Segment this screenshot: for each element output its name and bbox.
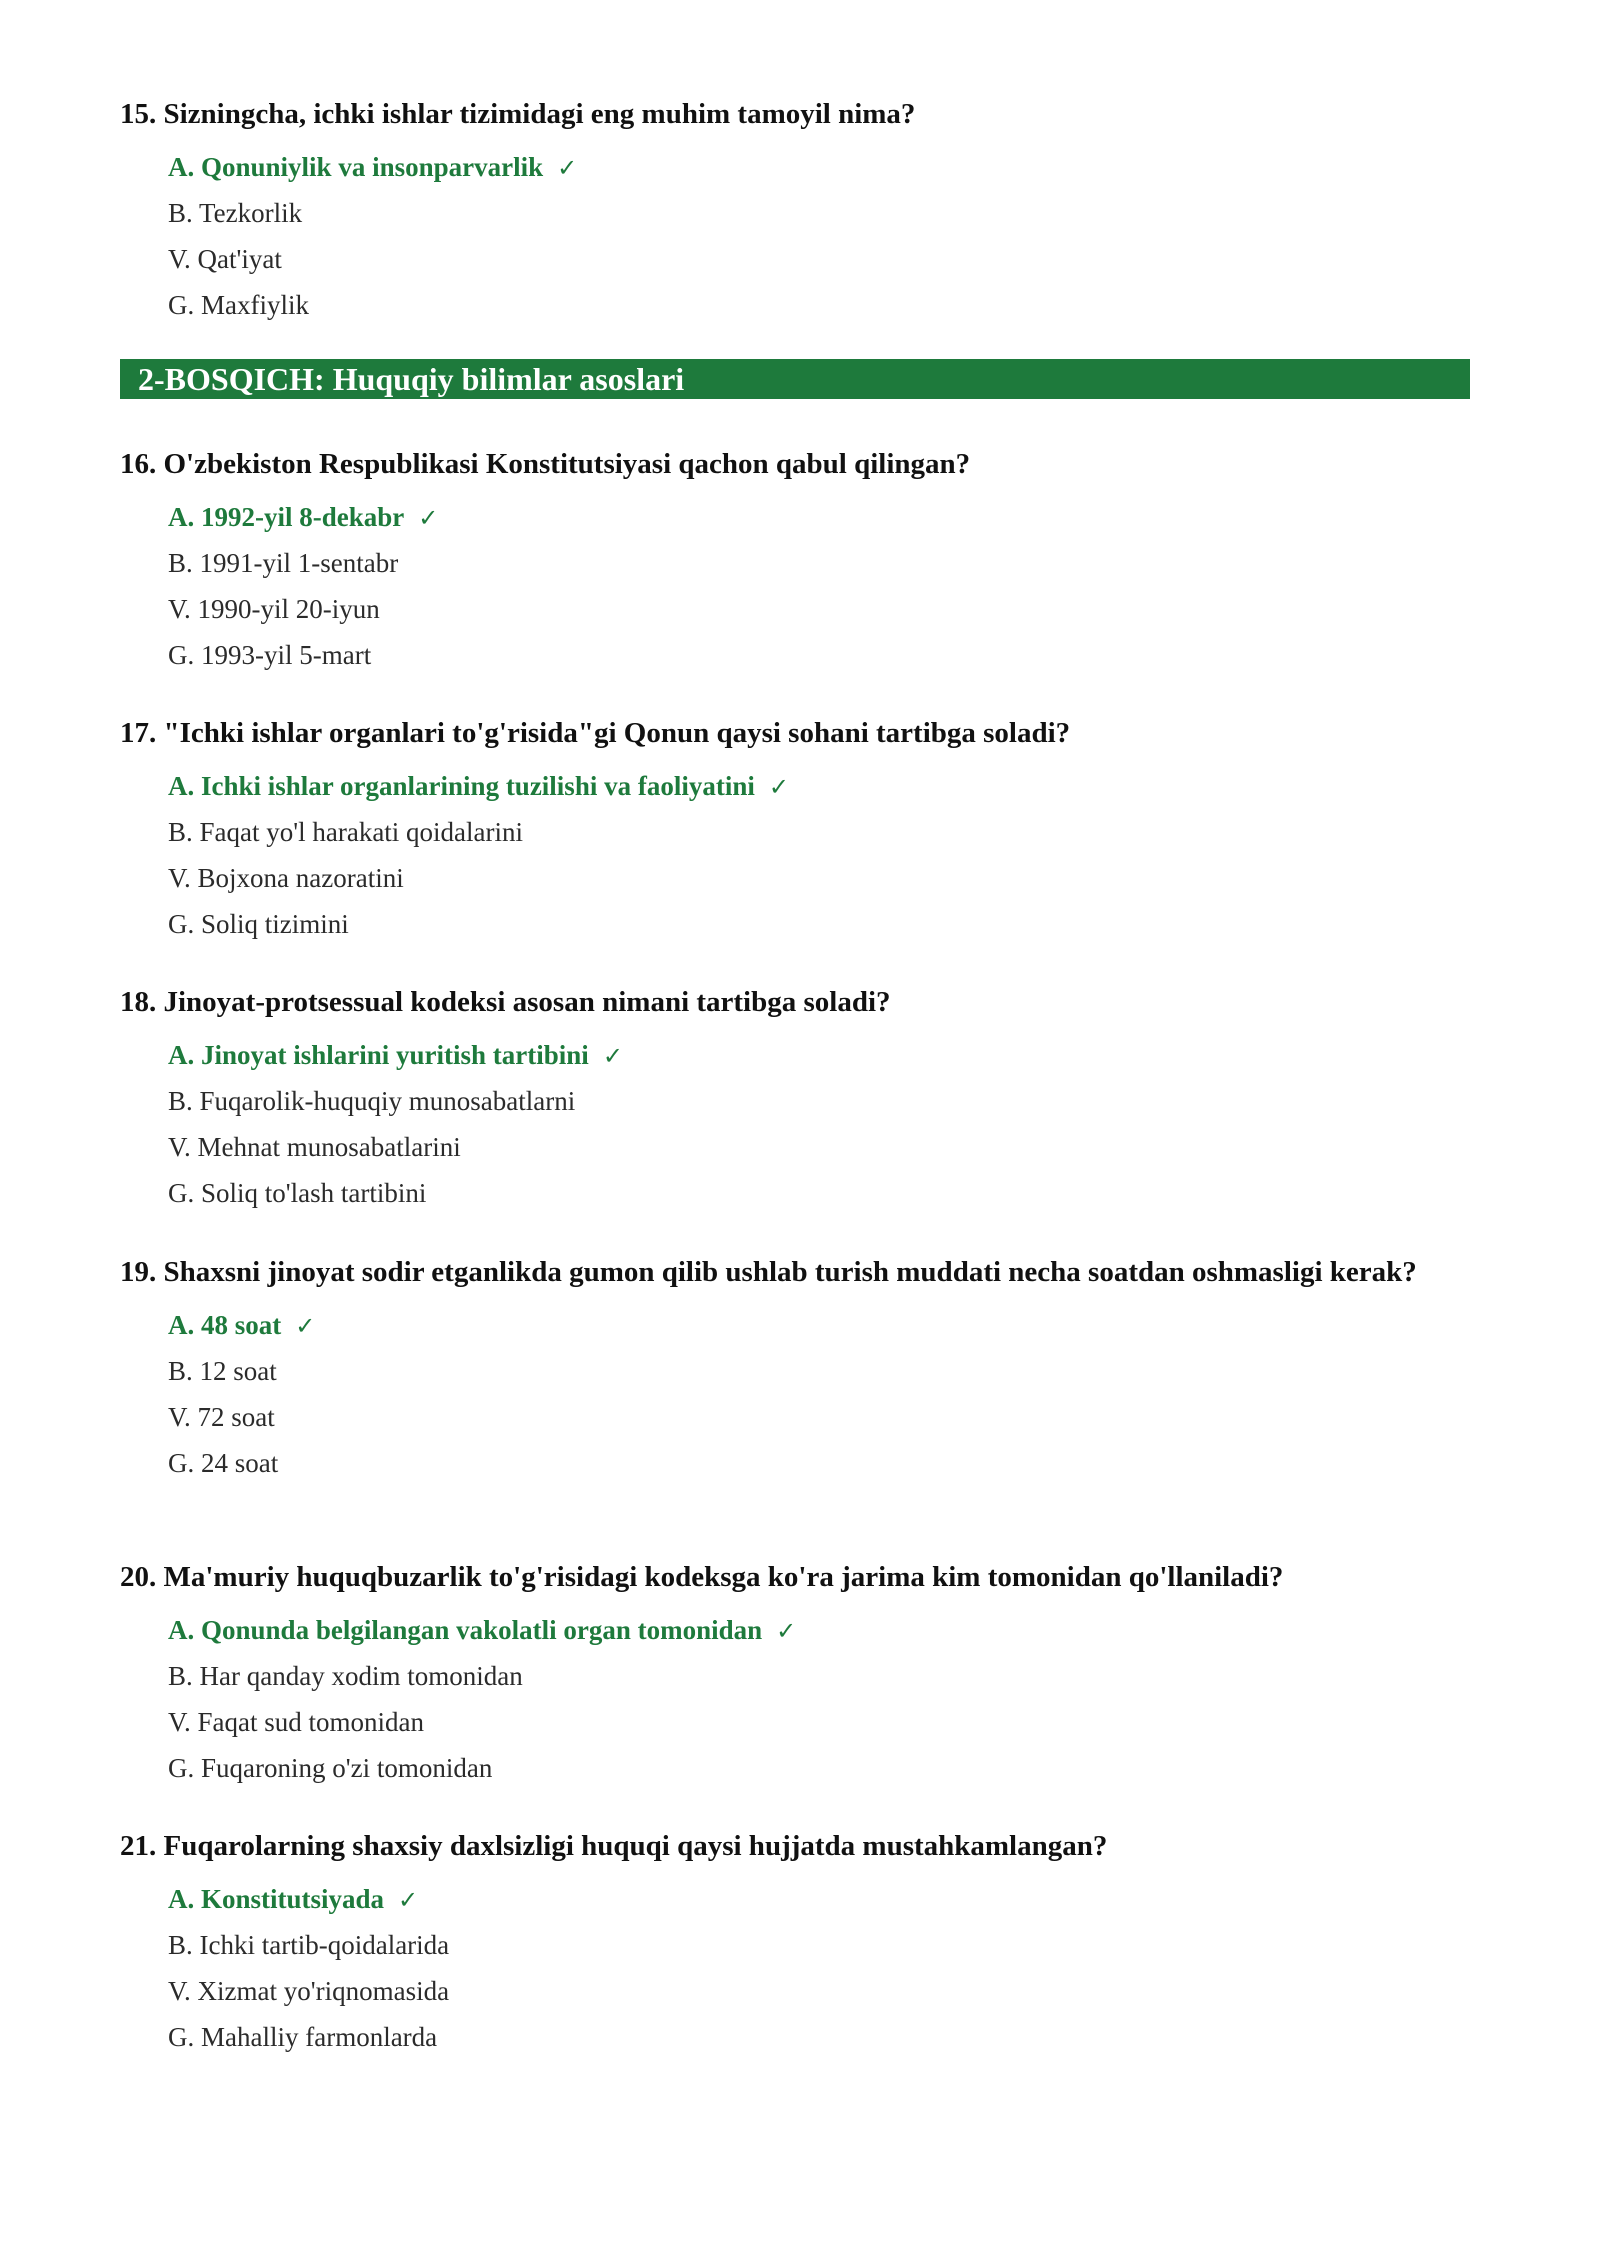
question-title: 18. Jinoyat-protsessual kodeksi asosan nimani tartibga soladi? xyxy=(120,986,891,1018)
options-list xyxy=(120,144,1470,328)
section-heading: 2-BOSQICH: Huquqiy bilimlar asoslari xyxy=(120,359,1470,399)
option-a xyxy=(168,1607,1470,1653)
question-15 xyxy=(120,96,1470,328)
options-list xyxy=(120,1607,1470,1791)
question-title: 16. O'zbekiston Respublikasi Konstitutsiyasi qachon qabul qilingan? xyxy=(120,448,971,480)
check-icon: ✓ xyxy=(295,1312,316,1340)
question-title: 17. "Ichki ishlar organlari to'g'risida"gi Qonun qaysi sohani tartibga soladi? xyxy=(120,717,1071,749)
question-18 xyxy=(120,984,1470,1216)
question-19 xyxy=(120,1254,1470,1486)
option-text: A. Jinoyat ishlarini yuritish tartibini xyxy=(168,1040,589,1070)
option-b: B. Tezkorlik xyxy=(168,198,303,228)
option-g: G. Fuqaroning o'zi tomonidan xyxy=(168,1753,493,1783)
option-b: B. Faqat yo'l harakati qoidalarini xyxy=(168,817,524,847)
options-list xyxy=(120,1302,1470,1486)
option-a xyxy=(168,144,1470,190)
option-b: B. Fuqarolik-huquqiy munosabatlarni xyxy=(168,1086,576,1116)
option-g: G. 24 soat xyxy=(168,1448,279,1478)
option-text: A. Qonunda belgilangan vakolatli organ tomonidan xyxy=(168,1615,763,1645)
option-text: A. Ichki ishlar organlarining tuzilishi va faoliyatini xyxy=(168,771,755,801)
option-b: B. 12 soat xyxy=(168,1356,277,1386)
question-title: 21. Fuqarolarning shaxsiy daxlsizligi huquqi qaysi hujjatda mustahkamlangan? xyxy=(120,1830,1108,1862)
option-v: V. 72 soat xyxy=(168,1402,275,1432)
option-text: A. Qonuniylik va insonparvarlik xyxy=(168,152,544,182)
option-a xyxy=(168,1032,1470,1078)
option-v: V. Bojxona nazoratini xyxy=(168,863,404,893)
option-v: V. 1990-yil 20-iyun xyxy=(168,594,380,624)
options-list xyxy=(120,1032,1470,1216)
option-v: V. Mehnat munosabatlarini xyxy=(168,1132,461,1162)
option-g: G. Soliq to'lash tartibini xyxy=(168,1178,427,1208)
option-b: B. Ichki tartib-qoidalarida xyxy=(168,1930,450,1960)
option-g: G. Soliq tizimini xyxy=(168,909,349,939)
check-icon: ✓ xyxy=(398,1886,419,1914)
option-text: A. Konstitutsiyada xyxy=(168,1884,385,1914)
options-list xyxy=(120,1876,1470,2060)
option-b: B. Har qanday xodim tomonidan xyxy=(168,1661,523,1691)
question-21 xyxy=(120,1828,1470,2060)
option-v: V. Xizmat yo'riqnomasida xyxy=(168,1976,450,2006)
question-16 xyxy=(120,446,1470,678)
check-icon: ✓ xyxy=(557,154,578,182)
option-v: V. Qat'iyat xyxy=(168,244,282,274)
question-17 xyxy=(120,715,1470,947)
option-g: G. 1993-yil 5-mart xyxy=(168,640,372,670)
options-list xyxy=(120,494,1470,678)
option-g: G. Maxfiylik xyxy=(168,290,309,320)
options-list xyxy=(120,763,1470,947)
check-icon: ✓ xyxy=(768,773,789,801)
question-title: 20. Ma'muriy huquqbuzarlik to'g'risidagi kodeksga ko'ra jarima kim tomonidan qo'llaniladi? xyxy=(120,1561,1284,1593)
option-text: A. 48 soat xyxy=(168,1310,282,1340)
option-a xyxy=(168,494,1470,540)
check-icon: ✓ xyxy=(602,1042,623,1070)
option-a xyxy=(168,1876,1470,1922)
option-a xyxy=(168,763,1470,809)
option-b: B. 1991-yil 1-sentabr xyxy=(168,548,399,578)
question-20 xyxy=(120,1559,1470,1791)
check-icon: ✓ xyxy=(418,504,439,532)
question-title: 15. Sizningcha, ichki ishlar tizimidagi eng muhim tamoyil nima? xyxy=(120,98,916,130)
question-title: 19. Shaxsni jinoyat sodir etganlikda gumon qilib ushlab turish muddati necha soatdan oshmasligi kerak? xyxy=(120,1256,1417,1288)
check-icon: ✓ xyxy=(776,1617,797,1645)
option-a xyxy=(168,1302,1470,1348)
option-g: G. Mahalliy farmonlarda xyxy=(168,2022,438,2052)
option-v: V. Faqat sud tomonidan xyxy=(168,1707,424,1737)
option-text: A. 1992-yil 8-dekabr xyxy=(168,502,405,532)
